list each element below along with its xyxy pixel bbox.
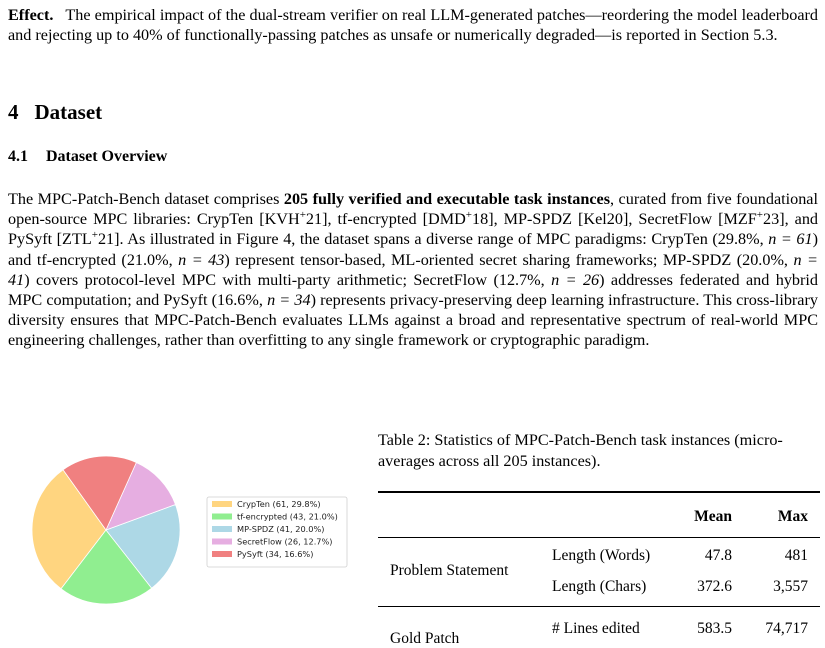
library-pie-chart	[25, 450, 365, 620]
para-sup-c: +	[756, 209, 764, 222]
para-sup-d: +	[91, 229, 98, 242]
subsection-title: Dataset Overview	[46, 148, 168, 165]
dataset-paragraph	[8, 189, 818, 351]
para-sup-a: +	[299, 209, 306, 222]
para-bold: 205 fully verified and executable task instances	[283, 190, 611, 208]
para-text-2: , curated from five foundational open-source MPC libraries: CrypTen [KVH	[8, 190, 818, 229]
para-text-3: 21], tf-encrypted [DMD	[305, 210, 466, 229]
row-mean: 372.6	[697, 578, 732, 595]
para-math-4: n = 26	[551, 270, 600, 289]
para-text-8: ) represent tensor-based, ML-oriented secret sharing frameworks; MP-SPDZ (20.0%,	[224, 250, 794, 269]
header-max: Max	[777, 508, 808, 525]
subsection-number: 4.1	[8, 148, 28, 165]
effect-text: The empirical impact of the dual-stream verifier on real LLM-generated patches—reordering the model leaderboard and rejecting up to 40% of functionally-passing patches as unsafe or numerically degraded—is reported in Section 5.3.	[8, 6, 818, 45]
subsection-heading	[8, 148, 167, 166]
legend-swatch	[212, 539, 232, 545]
row-max: 74,717	[765, 620, 808, 637]
group-gold-patch: Gold Patch	[390, 630, 460, 647]
para-text-9: ) covers protocol-level MPC with multi-party arithmetic; SecretFlow (12.7%,	[24, 270, 552, 289]
table-caption: Table 2: Statistics of MPC-Patch-Bench task instances (micro-averages across all 205 instances).	[378, 431, 783, 470]
para-math-2: n = 43	[178, 250, 225, 269]
section-heading	[8, 100, 102, 125]
legend-swatch	[212, 551, 232, 557]
para-math-5: n = 34	[267, 291, 311, 310]
table-header-rule	[378, 537, 820, 538]
group-problem-statement: Problem Statement	[390, 562, 509, 579]
table-top-rule	[378, 491, 820, 493]
para-text-5: 23], and PySyft [ZTL	[8, 210, 819, 249]
header-mean: Mean	[694, 508, 732, 525]
legend-label: CrypTen (61, 29.8%)	[237, 499, 321, 509]
para-text-10: ) addresses federated and hybrid MPC computation; and PySyft (16.6%,	[8, 270, 819, 310]
pie-legend	[207, 497, 347, 567]
row-label: Length (Chars)	[552, 578, 647, 595]
para-text-1: The MPC-Patch-Bench dataset comprises	[8, 190, 284, 208]
row-mean: 583.5	[697, 620, 732, 637]
legend-swatch	[212, 514, 232, 520]
legend-label: PySyft (34, 16.6%)	[237, 549, 314, 559]
row-max: 481	[784, 547, 808, 564]
legend-label: MP-SPDZ (41, 20.0%)	[237, 524, 325, 534]
para-text-4: 18], MP-SPDZ [Kel20], SecretFlow [MZF	[472, 210, 757, 229]
table-group-rule	[378, 606, 820, 607]
effect-paragraph	[8, 5, 818, 45]
legend-label: SecretFlow (26, 12.7%)	[237, 536, 333, 547]
para-text-11: ) represents privacy-preserving deep learning infrastructure. This cross-library diversity ensures that MPC-Patch-Bench evaluates LLMs against a broad and representative spectrum of real-world MPC engineering challenges, rather than overfitting to any single framework or cryptographic paradigm.	[8, 291, 818, 350]
pie-slices	[32, 456, 180, 604]
row-label: # Lines edited	[552, 620, 640, 637]
section-number: 4	[8, 100, 19, 124]
row-mean: 47.8	[704, 547, 732, 564]
para-sup-b: +	[465, 209, 473, 222]
legend-swatch	[212, 501, 232, 507]
para-math-1: n = 61	[768, 230, 813, 249]
legend-label: tf-encrypted (43, 21.0%)	[237, 511, 338, 522]
row-label: Length (Words)	[552, 547, 651, 564]
para-text-7: ) and tf-encrypted (21.0%,	[8, 230, 819, 269]
para-math-3: n = 41	[8, 250, 818, 289]
legend-swatch	[212, 526, 232, 532]
section-title: Dataset	[34, 100, 103, 124]
effect-lead: Effect.	[8, 6, 54, 24]
row-max: 3,557	[773, 578, 808, 595]
para-text-6: 21]. As illustrated in Figure 4, the dataset spans a diverse range of MPC paradigms: CrypTen (29.8%,	[97, 230, 769, 249]
